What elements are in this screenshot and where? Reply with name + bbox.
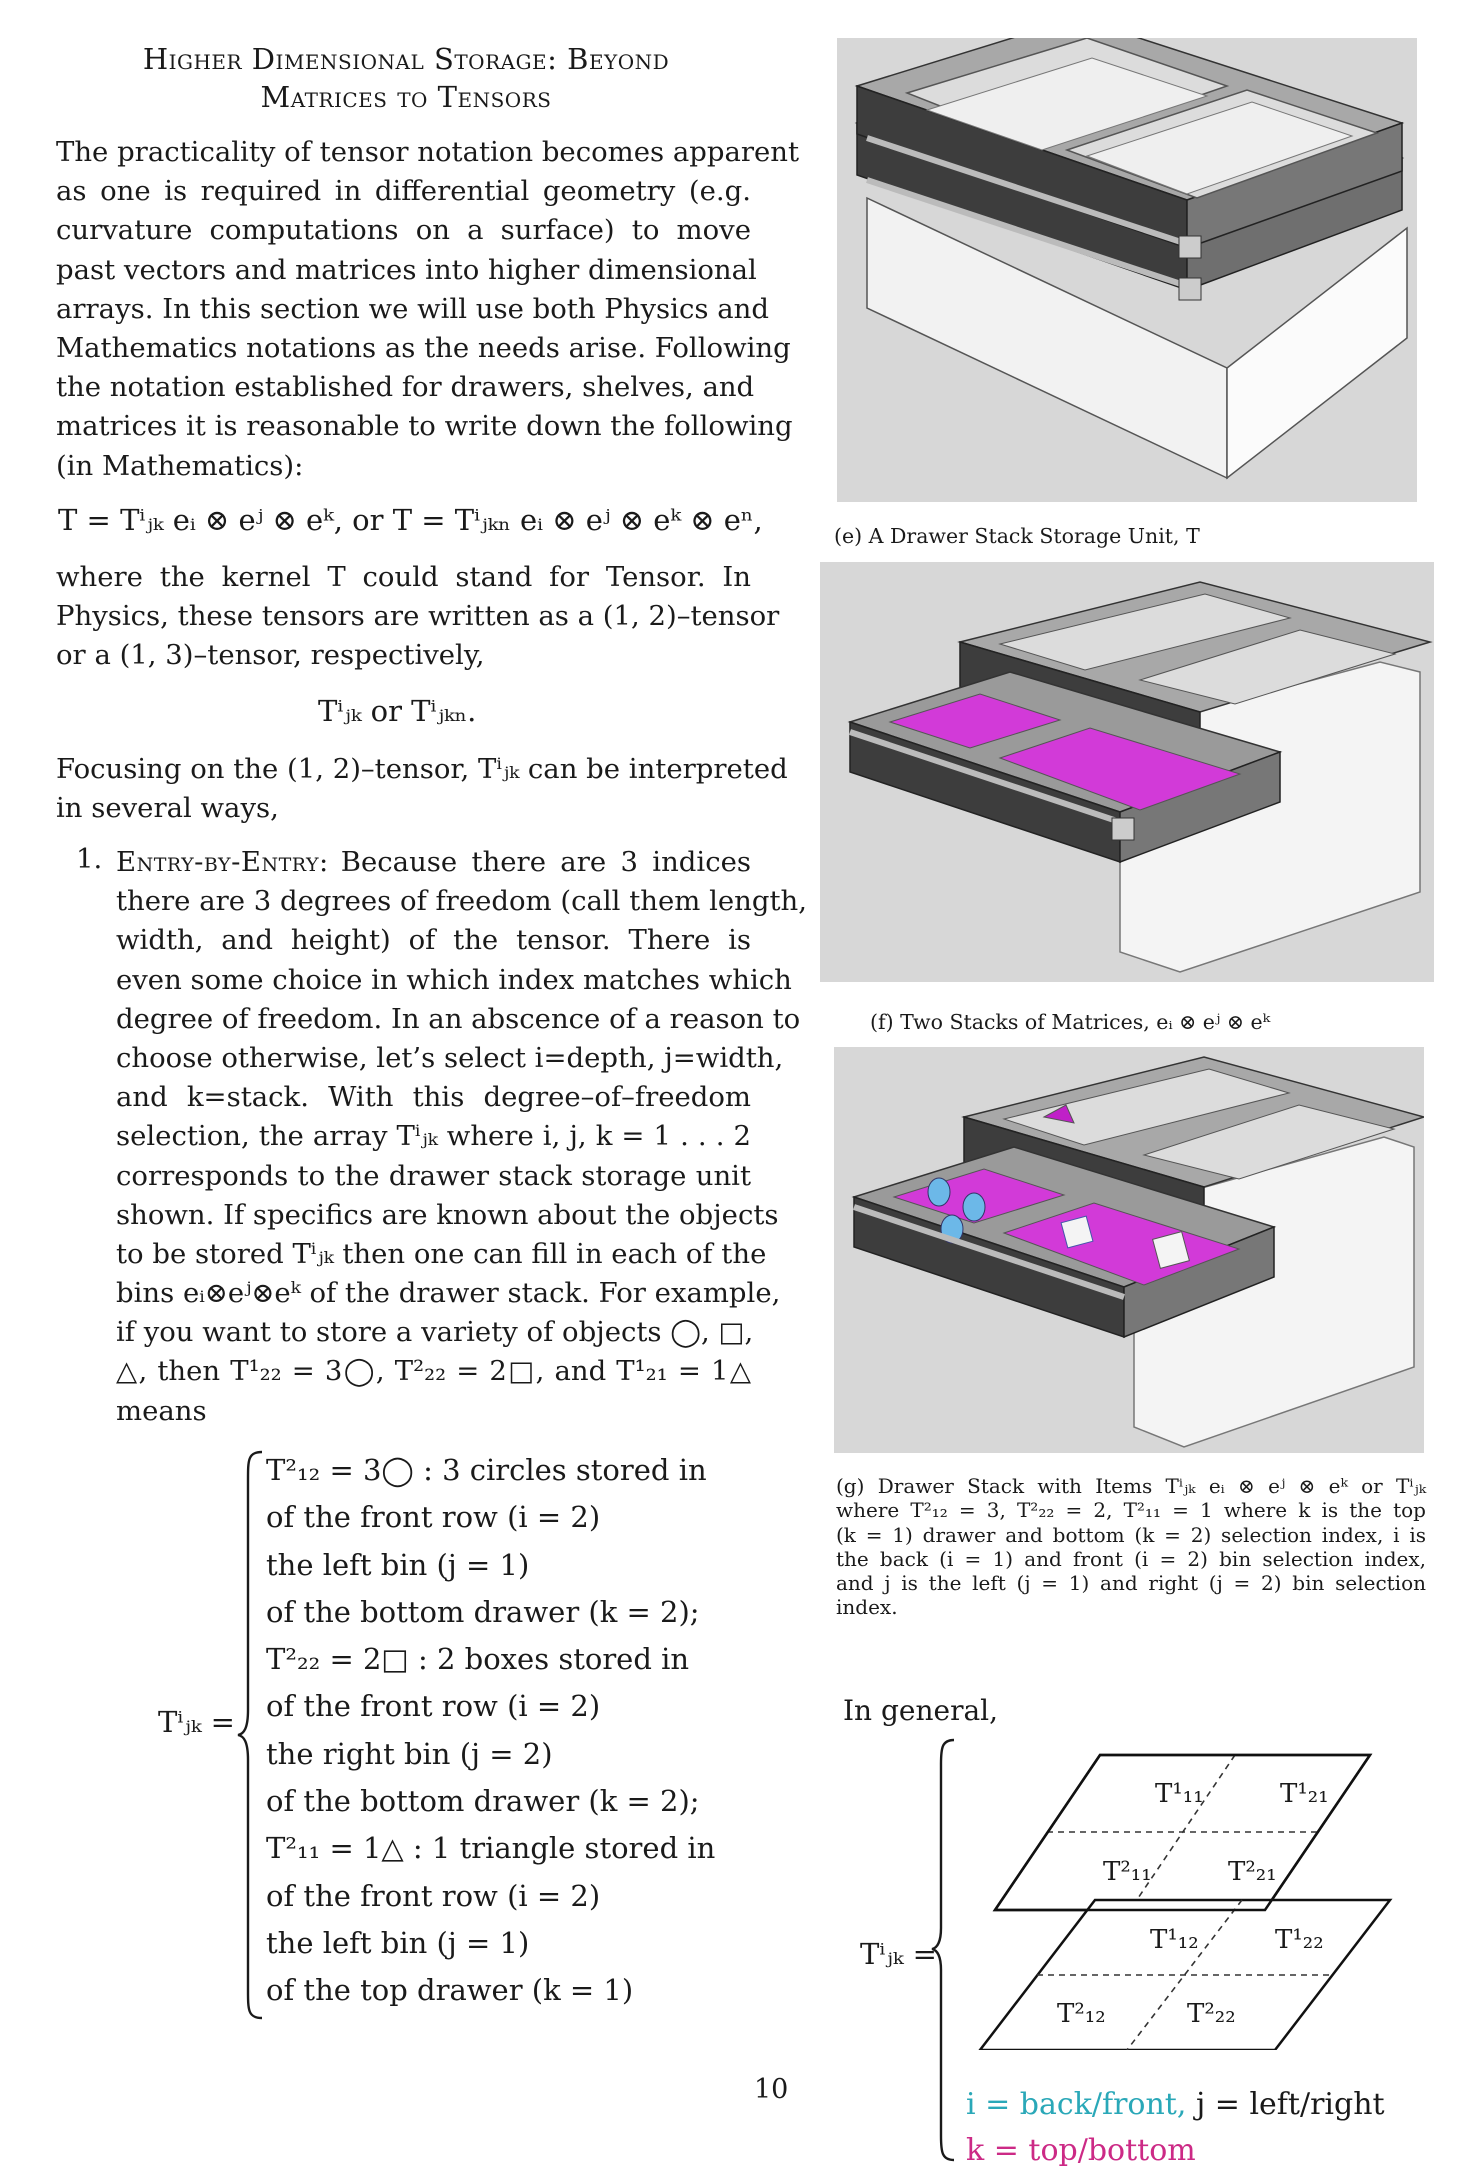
grid-label: T¹₂₂ xyxy=(1275,1925,1324,1955)
text-line: curvature computations on a surface) to move xyxy=(56,214,751,247)
grid-label: T¹₁₂ xyxy=(1150,1925,1199,1955)
text-line: means xyxy=(116,1394,207,1427)
text-line: there are 3 degrees of freedom (call them length, xyxy=(116,885,807,918)
section-title xyxy=(56,40,756,116)
caption-line: the back (i = 1) and front (i = 2) bin selection index, xyxy=(836,1546,1426,1571)
figure-g-caption xyxy=(836,1474,1426,1620)
caption-line: where T²₁₂ = 3, T²₂₂ = 2, T²₁₁ = 1 where k is the top xyxy=(836,1498,1426,1523)
kernel-paragraph xyxy=(56,558,780,676)
text-line: Focusing on the (1, 2)–tensor, Tⁱⱼₖ can be interpreted xyxy=(56,753,788,785)
case-line: of the bottom drawer (k = 2); xyxy=(266,1594,700,1629)
figure-g-drawer-with-items xyxy=(834,1047,1424,1453)
page-number: 10 xyxy=(754,2074,789,2105)
text-line: Physics, these tensors are written as a (1, 2)–tensor xyxy=(56,600,780,633)
text-line: where the kernel T could stand for Tensor. In xyxy=(56,561,751,593)
text-line: The practicality of tensor notation becomes apparent xyxy=(56,136,800,168)
figure-e-drawer-stack xyxy=(837,38,1417,502)
caption-line: and j is the left (j = 1) and right (j = 2) bin selection xyxy=(836,1571,1426,1596)
case-line: the left bin (j = 1) xyxy=(266,1547,530,1582)
equation-physics-notation: Tⁱⱼₖ or Tⁱⱼₖₙ. xyxy=(318,694,477,728)
case-line: of the front row (i = 2) xyxy=(266,1878,601,1913)
case-line: T²₁₁ = 1△ : 1 triangle stored in xyxy=(266,1831,716,1866)
text-line: width, and height) of the tensor. There is xyxy=(116,924,751,957)
text-line: Because there are 3 indices xyxy=(340,846,751,878)
case-line: of the front row (i = 2) xyxy=(266,1689,601,1724)
intro-paragraph xyxy=(56,133,800,486)
caption-line: index. xyxy=(836,1595,898,1620)
focus-paragraph xyxy=(56,750,788,828)
cases-lhs: Tⁱⱼₖ = xyxy=(158,1705,235,1739)
left-brace-icon xyxy=(236,1450,266,2020)
tensor-grid-diagram xyxy=(975,1740,1415,2050)
text-line: or a (1, 3)–tensor, respectively, xyxy=(56,639,485,672)
text-line: selection, the array Tⁱⱼₖ where i, j, k = 1 . . . 2 xyxy=(116,1120,751,1153)
text-line: as one is required in differential geometry (e.g. xyxy=(56,175,751,208)
grid-label: T²₂₁ xyxy=(1228,1857,1277,1887)
grid-label: T²₁₂ xyxy=(1057,1999,1106,2029)
text-line: the notation established for drawers, shelves, and xyxy=(56,371,755,404)
figure-f-caption: (f) Two Stacks of Matrices, eᵢ ⊗ eʲ ⊗ eᵏ xyxy=(870,1010,1271,1034)
text-line: if you want to store a variety of objects ◯, □, xyxy=(116,1316,754,1349)
list-item-entry-by-entry xyxy=(116,843,807,1431)
case-line: of the bottom drawer (k = 2); xyxy=(266,1784,700,1819)
text-line: and k=stack. With this degree–of–freedom xyxy=(116,1081,751,1114)
two-stacks-illustration xyxy=(820,562,1434,982)
in-general-text: In general, xyxy=(843,1694,999,1727)
equation-tensor-definition: T = Tⁱⱼₖ eᵢ ⊗ eʲ ⊗ eᵏ, or T = Tⁱⱼₖₙ eᵢ ⊗ eʲ ⊗ eᵏ ⊗ eⁿ, xyxy=(58,503,763,537)
drawer-stack-illustration xyxy=(837,38,1417,502)
case-line: of the front row (i = 2) xyxy=(266,1500,601,1535)
figure-e-caption: (e) A Drawer Stack Storage Unit, T xyxy=(834,524,1200,548)
cases-block xyxy=(266,1447,715,2015)
text-line: choose otherwise, let’s select i=depth, j=width, xyxy=(116,1041,784,1074)
text-line: matrices it is reasonable to write down the following xyxy=(56,410,793,443)
text-line: past vectors and matrices into higher dimensional xyxy=(56,253,757,286)
title-line-2: Matrices to Tensors xyxy=(260,80,552,114)
drawer-with-items-illustration xyxy=(834,1047,1424,1453)
case-line: T²₂₂ = 2□ : 2 boxes stored in xyxy=(266,1642,690,1677)
text-line: degree of freedom. In an abscence of a reason to xyxy=(116,1002,801,1035)
text-line: △, then T¹₂₂ = 3◯, T²₂₂ = 2□, and T¹₂₁ = 1△ xyxy=(116,1355,751,1388)
case-line: T²₁₂ = 3◯ : 3 circles stored in xyxy=(266,1453,707,1487)
left-brace-icon xyxy=(930,1738,958,2163)
case-line: the right bin (j = 2) xyxy=(266,1736,553,1771)
grid-label: T²₁₁ xyxy=(1103,1857,1152,1887)
general-lhs: Tⁱⱼₖ = xyxy=(860,1937,937,1971)
legend-teal: i = back/front, xyxy=(966,2087,1187,2122)
text-line: Mathematics notations as the needs arise. Following xyxy=(56,331,791,364)
text-line: arrays. In this section we will use both Physics and xyxy=(56,292,769,325)
case-line: the left bin (j = 1) xyxy=(266,1925,530,1960)
grid-label: T¹₂₁ xyxy=(1280,1779,1329,1809)
text-line: shown. If specifics are known about the objects xyxy=(116,1198,779,1231)
text-line: bins eᵢ⊗eʲ⊗eᵏ of the drawer stack. For example, xyxy=(116,1277,781,1310)
list-heading: Entry-by-Entry: xyxy=(116,846,329,878)
grid-label: T²₂₂ xyxy=(1187,1999,1236,2029)
index-legend xyxy=(966,2082,1385,2174)
text-line: corresponds to the drawer stack storage unit xyxy=(116,1159,751,1192)
legend-rest: j = left/right xyxy=(1186,2087,1385,2122)
text-line: to be stored Tⁱⱼₖ then one can fill in each of the xyxy=(116,1237,767,1270)
legend-pink: k = top/bottom xyxy=(966,2133,1196,2168)
caption-line: (g) Drawer Stack with Items Tⁱⱼₖ eᵢ ⊗ eʲ ⊗ eᵏ or Tⁱⱼₖ xyxy=(836,1474,1426,1498)
caption-line: (k = 1) drawer and bottom (k = 2) selection index, i is xyxy=(836,1522,1426,1547)
case-line: of the top drawer (k = 1) xyxy=(266,1973,634,2008)
text-line: even some choice in which index matches which xyxy=(116,963,792,996)
figure-f-two-stacks xyxy=(820,562,1434,982)
grid-label: T¹₁₁ xyxy=(1155,1779,1204,1809)
text-line: (in Mathematics): xyxy=(56,449,304,482)
title-line-1: Higher Dimensional Storage: Beyond xyxy=(142,42,670,76)
text-line: in several ways, xyxy=(56,792,279,825)
list-number: 1. xyxy=(76,843,103,875)
